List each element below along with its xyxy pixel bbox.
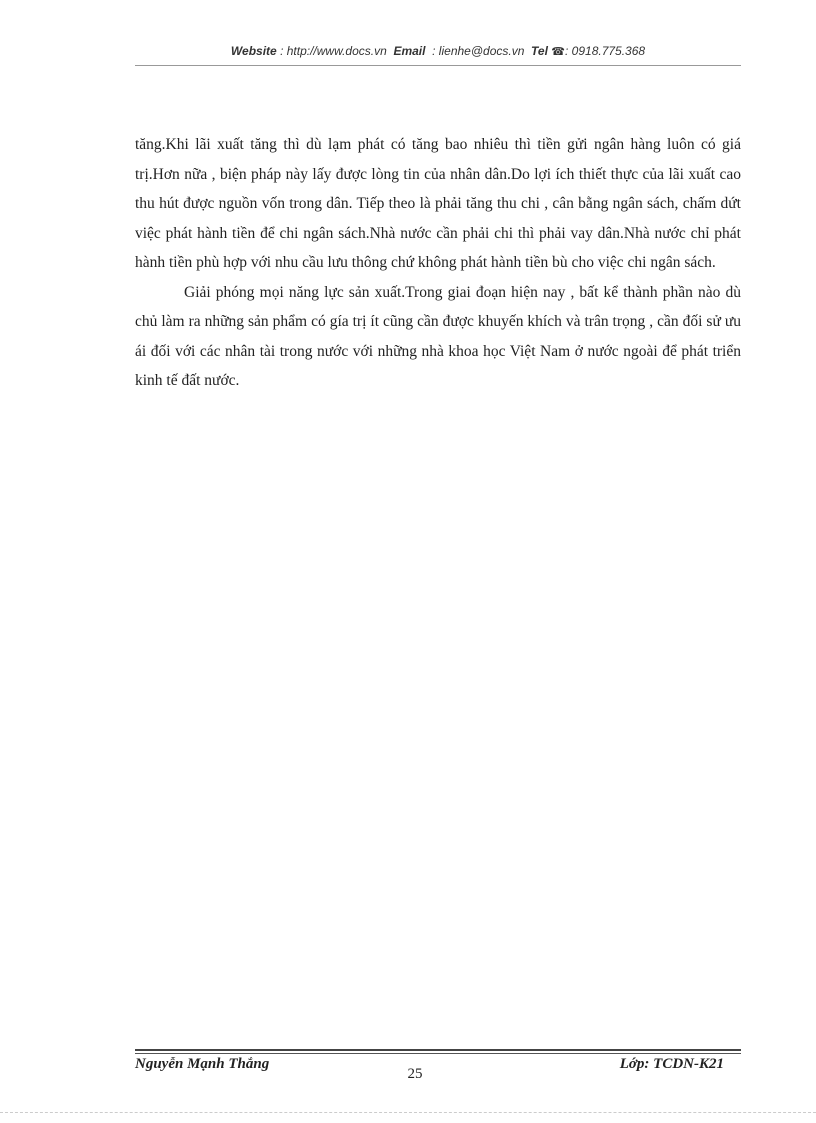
email-label: Email	[393, 44, 426, 58]
footer-divider-thin	[135, 1053, 741, 1054]
tel-number: : 0918.775.368	[565, 44, 646, 58]
footer-divider-thick	[135, 1049, 741, 1051]
tel-label: Tel	[531, 44, 548, 58]
email-address[interactable]: : lienhe@docs.vn	[432, 44, 525, 58]
page-bottom-edge	[0, 1112, 816, 1113]
page-header	[135, 44, 741, 58]
header-divider	[135, 65, 741, 66]
document-body	[135, 130, 741, 396]
footer-class: Lớp: TCDN-K21	[619, 1056, 724, 1072]
page-number: 25	[407, 1066, 423, 1082]
telephone-icon: ☎	[551, 46, 565, 58]
website-label: Website	[230, 44, 277, 58]
paragraph-2: Giải phóng mọi năng lực sản xuất.Trong giai đoạn hiện nay , bất kể thành phần nào dù chủ làm ra những sản phẩm có gía trị ít cũng cần được khuyến khích và trân trọng , cần đối sử ưu ái đối với các nhân tài trong nước với những nhà khoa học Việt Nam ở nước ngoài để phát triển kinh tế đất nước.	[135, 283, 741, 389]
paragraph-1: tăng.Khi lãi xuất tăng thì dù lạm phát có tăng bao nhiêu thì tiền gửi ngân hàng luôn có giá trị.Hơn nữa , biện pháp này lấy được lòng tin của nhân dân.Do lợi ích thiết thực của lãi xuất cao thu hút được nguồn vốn trong dân. Tiếp theo là phải tăng thu chi , cân bằng ngân sách, chấm dứt việc phát hành tiền để chi ngân sách.Nhà nước cần phải chi thì phải vay dân.Nhà nước chỉ phát hành tiền phù hợp với nhu cầu lưu thông chứ không phát hành tiền bù cho việc chi ngân sách.	[135, 136, 741, 271]
footer-author: Nguyễn Mạnh Thắng	[135, 1056, 270, 1072]
website-url[interactable]: : http://www.docs.vn	[280, 44, 387, 58]
